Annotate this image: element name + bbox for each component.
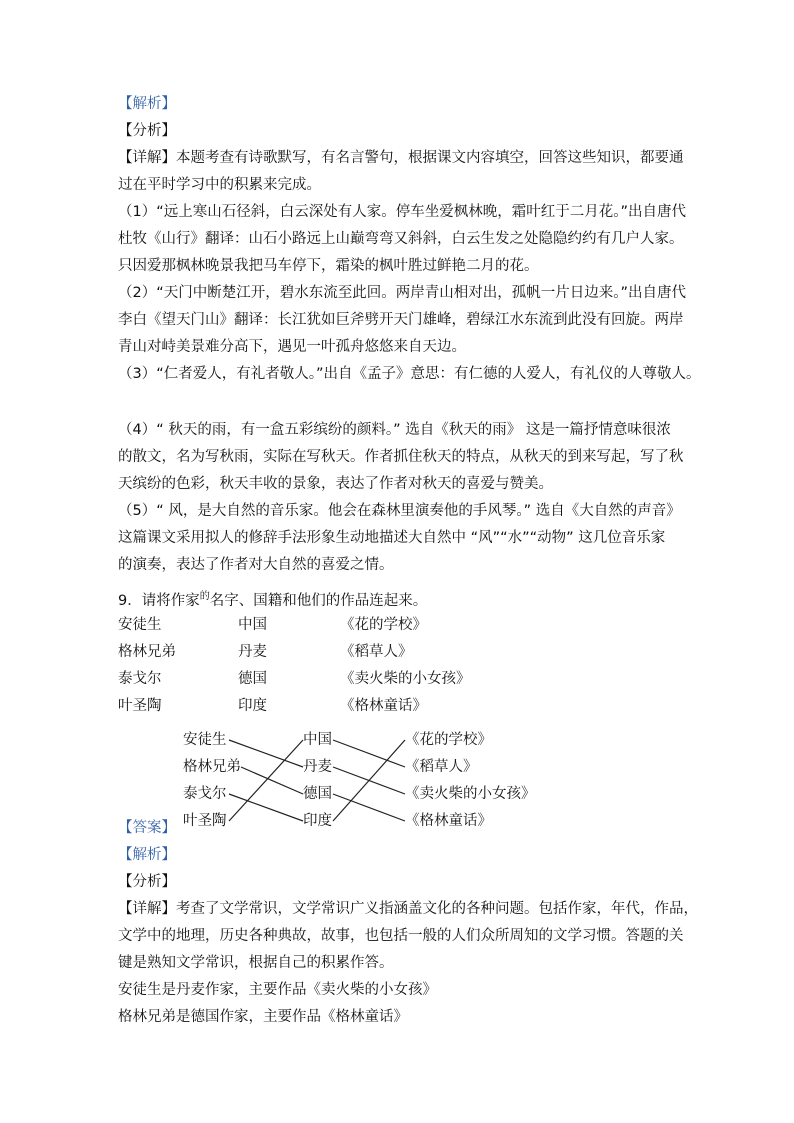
q9-author: 格林兄弟 xyxy=(118,644,176,660)
author-country-link xyxy=(241,767,303,794)
jiexi-tag-1: 【解析】 xyxy=(118,96,176,112)
fenxi-tag-2: 【分析】 xyxy=(118,874,176,890)
analysis-line-andersen: 安徒生是丹麦作家，主要作品《卖火柴的小女孩》 xyxy=(118,982,437,998)
author-country-link xyxy=(229,794,303,821)
item-line: （3）“仁者爱人，有礼者敬人。”出自《孟子》意思：有仁德的人爱人，有礼仪的人尊敬人。 xyxy=(118,366,701,382)
ans-country: 德国 xyxy=(303,786,332,802)
fenxi-tag-1: 【分析】 xyxy=(118,123,176,139)
country-work-link xyxy=(333,740,405,767)
item-line: 的演奏，表达了作者对大自然的喜爱之情。 xyxy=(118,557,394,573)
ans-work: 《花的学校》 xyxy=(405,732,492,748)
ans-work: 《格林童话》 xyxy=(405,813,492,829)
country-work-link xyxy=(333,794,405,821)
item-line: 李白《望天门山》翻译：长江犹如巨斧劈开天门雄峰，碧绿江水东流到此没有回旋。两岸 xyxy=(118,312,684,328)
detail-para-1-line-1: 【详解】本题考查有诗歌默写，有名言警句，根据课文内容填空，回答这些知识，都要通 xyxy=(118,150,684,166)
ans-country: 印度 xyxy=(303,813,332,829)
q9-country: 丹麦 xyxy=(238,644,267,660)
item-line: （4）“ 秋天的雨，有一盒五彩缤纷的颜料。” 选自《秋天的雨》 这是一篇抒情意味很浓 xyxy=(118,422,671,438)
question-9-prompt: 9．请将作家$^的$名字、国籍和他们的作品连起来。 xyxy=(118,591,428,609)
q9-work: 《花的学校》 xyxy=(340,617,427,633)
country-work-link xyxy=(333,740,405,821)
ans-author: 安徒生 xyxy=(183,732,227,748)
ans-country: 中国 xyxy=(303,732,332,748)
ans-work: 《稻草人》 xyxy=(405,759,478,775)
item-line: （5）“ 风，是大自然的音乐家。他会在森林里演奏他的手风琴。” 选自《大自然的声音》 xyxy=(118,503,681,519)
item-line: 只因爱那枫林晚景我把马车停下，霜染的枫叶胜过鲜艳二月的花。 xyxy=(118,258,539,274)
q9-country: 中国 xyxy=(238,617,267,633)
q9-country: 德国 xyxy=(238,671,267,687)
ans-author: 叶圣陶 xyxy=(183,813,227,829)
item-line: 的散文，名为写秋雨，实际在写秋天。作者抓住秋天的特点，从秋天的到来写起，写了秋 xyxy=(118,449,684,465)
ans-country: 丹麦 xyxy=(303,759,332,775)
item-line: 青山对峙美景难分高下，遇见一叶孤舟悠悠来自天边。 xyxy=(118,339,466,355)
detail-para-2-line-2: 文学中的地理，历史各种典故，故事，也包括一般的人们众所周知的文学习惯。答题的关 xyxy=(118,928,684,944)
author-country-link xyxy=(229,740,303,821)
answer-tag: 【答案】 xyxy=(118,820,176,836)
item-line: （2）“天门中断楚江开，碧水东流至此回。两岸青山相对出，孤帆一片日边来。”出自唐代 xyxy=(118,285,686,301)
ans-work: 《卖火柴的小女孩》 xyxy=(405,786,536,802)
analysis-line-grimm: 格林兄弟是德国作家，主要作品《格林童话》 xyxy=(118,1009,408,1025)
q9-work: 《卖火柴的小女孩》 xyxy=(340,671,471,687)
xiangjie-tag-1: 【详解】 xyxy=(118,150,176,166)
jiexi-tag-2: 【解析】 xyxy=(118,847,176,863)
detail-para-2-line-1: 【详解】考查了文学常识，文学常识广义指涵盖文化的各种问题。包括作家，年代，作品， xyxy=(118,901,698,917)
detail-para-2-line-3: 键是熟知文学常识，根据自己的积累作答。 xyxy=(118,955,394,971)
q9-author: 安徒生 xyxy=(118,617,162,633)
item-line: 天缤纷的色彩，秋天丰收的景象，表达了作者对秋天的喜爱与赞美。 xyxy=(118,476,553,492)
q9-work: 《格林童话》 xyxy=(340,698,427,714)
detail-para-1-line-2: 过在平时学习中的积累来完成。 xyxy=(118,177,321,193)
q9-author: 泰戈尔 xyxy=(118,671,162,687)
item-line: 这篇课文采用拟人的修辞手法形象生动地描述大自然中 “风”“水”“动物” 这几位音乐家 xyxy=(118,530,666,546)
xiangjie-tag-2: 【详解】 xyxy=(118,901,176,917)
item-line: （1）“远上寒山石径斜，白云深处有人家。停车坐爱枫林晚，霜叶红于二月花。”出自唐代 xyxy=(118,204,686,220)
item-line: 杜牧《山行》翻译：山石小路远上山巅弯弯又斜斜，白云生发之处隐隐约约有几户人家。 xyxy=(118,231,684,247)
q9-work: 《稻草人》 xyxy=(340,644,413,660)
q9-country: 印度 xyxy=(238,698,267,714)
ans-author: 泰戈尔 xyxy=(183,786,227,802)
ans-author: 格林兄弟 xyxy=(183,759,241,775)
q9-author: 叶圣陶 xyxy=(118,698,162,714)
